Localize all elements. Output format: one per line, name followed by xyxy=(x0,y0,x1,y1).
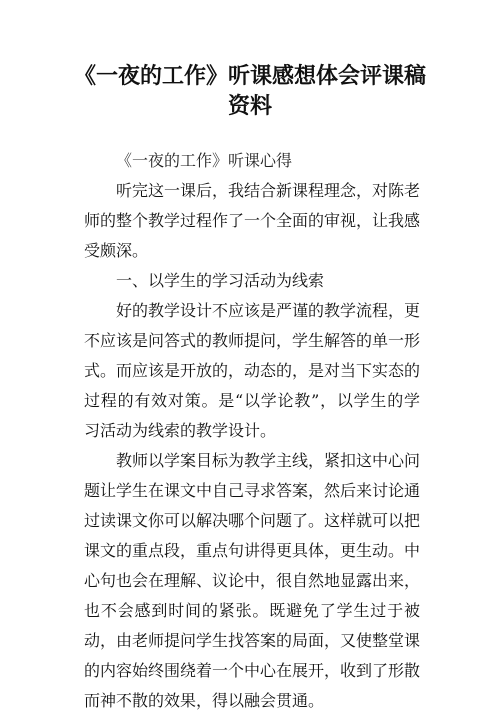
title-line-1: 《一夜的工作》听课感想体会评课稿 xyxy=(73,64,426,89)
section-subtitle: 《一夜的工作》听课心得 xyxy=(116,151,293,170)
paragraph-1: 听完这一课后，我结合新课程理念，对陈老师的整个教学过程作了一个全面的审视，让我感受颇深。 xyxy=(84,181,421,260)
paragraph-2: 好的教学设计不应该是严谨的教学流程，更不应该是问答式的教师提问，学生解答的单一形式。而应该是开放的，动态的，是对当下实态的过程的有效对策。是“以学论教”，以学生的学习活动为线索的教学设计。 xyxy=(84,301,421,440)
document-body xyxy=(84,146,420,716)
paragraph-3: 教师以学案目标为教学主线，紧扣这中心问题让学生在课文中自己寻求答案，然后来讨论通过读课文你可以解决哪个问题了。这样就可以把课文的重点段，重点句讲得更具体，更生动。中心句也会在理解、议论中，很自然地显露出来，也不会感到时间的紧张。既避免了学生过于被动，由老师提问学生找答案的局面，又使整堂课的内容始终围绕着一个中心在展开，收到了形散而神不散的效果，得以融会贯通。 xyxy=(84,451,421,710)
document-title xyxy=(50,62,450,122)
section-heading-1: 一、以学生的学习活动为线索 xyxy=(116,271,325,290)
title-line-2: 资料 xyxy=(227,94,272,119)
